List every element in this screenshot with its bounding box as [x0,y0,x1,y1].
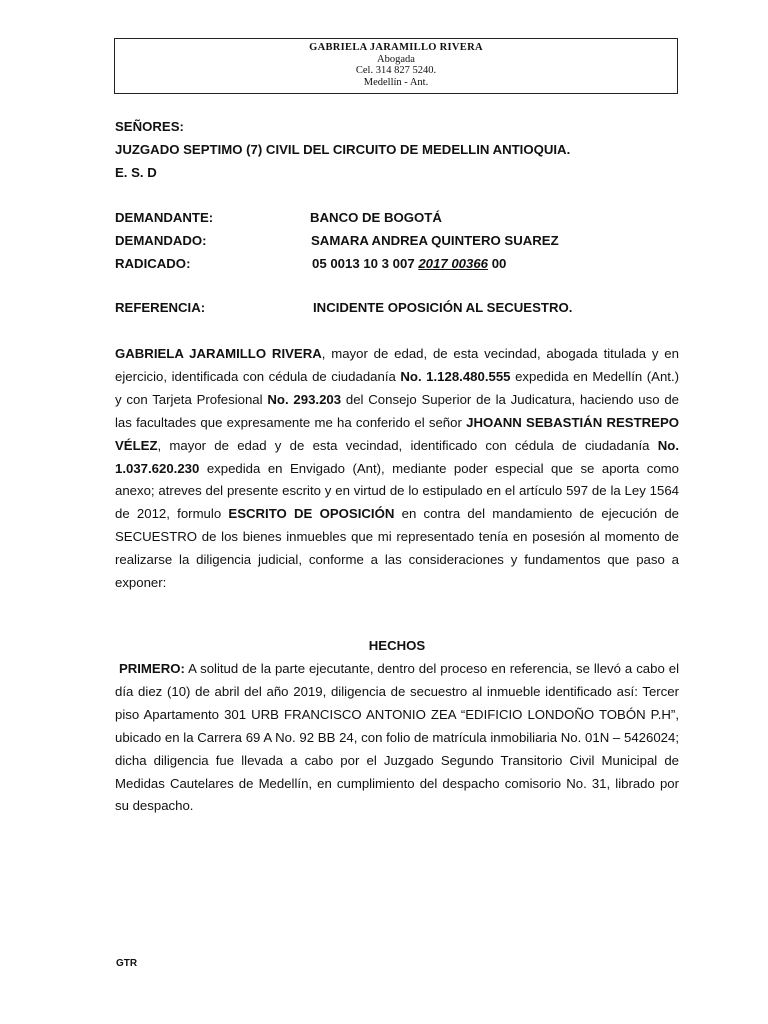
plaintiff-row [115,210,442,225]
paragraph-text: del Consejo Superior de la Judicatura, haciendo uso de las facultades que expresamente me ha conferido el señor [115,391,679,430]
primero-lead: PRIMERO: [118,661,185,676]
paragraph-text: , mayor de edad, de esta vecindad, abogada titulada y en ejercicio, identificada con cédula de ciudadanía [115,346,679,384]
letterhead-title: Abogada [377,53,415,65]
filed-suffix: 00 [488,256,507,271]
reference-row [115,300,573,315]
reference-value: INCIDENTE OPOSICIÓN AL SECUESTRO. [313,300,573,315]
paragraph-text: , mayor de edad y de esta vecindad, identificado con cédula de ciudadanía [157,437,658,453]
author-name: GABRIELA JARAMILLO RIVERA [115,346,322,361]
paragraph-primero [115,658,679,818]
client-name: JHOANN SEBASTIÁN RESTREPO VÉLEZ [115,414,679,453]
filed-underlined: 2017 00366 [418,256,489,271]
address-line-senores: SEÑORES: [115,119,184,134]
section-title-hechos: HECHOS [368,638,426,653]
defendant-row [115,233,559,248]
filed-prefix: 05 0013 10 3 007 [312,256,419,271]
author-id-number: No. 1.128.480.555 [400,368,511,384]
primero-text: A solitud de la parte ejecutante, dentro del proceso en referencia, se llevó a cabo el día diez (10) de abril del año 2019, diligencia de secuestro al inmueble identificado así: Tercer piso Apartamento 301 URB FRANCISCO ANTONIO ZEA “EDIFICIO LONDOÑO TOBÓN P.H”, ubicado en la Carrera 69 A No. 92 BB 24, con folio de matrícula inmobiliaria No. 01N – 5426024; dicha diligencia fue llevada a cabo por el Juzgado Segundo Transitorio Civil Municipal de Medidas Cautelares de Medellín, en cumplimiento del despacho comisorio No. 31, librado por su despacho. [115,661,679,814]
plaintiff-label: DEMANDANTE: [115,210,214,225]
paragraph-intro [115,343,679,595]
defendant-label: DEMANDADO: [115,233,207,248]
letterhead-city: Medellín - Ant. [363,76,429,88]
plaintiff-value: BANCO DE BOGOTÁ [310,210,442,225]
paragraph-text: expedida en Medellín (Ant.) y con Tarjeta Profesional [115,368,679,407]
paragraph-text: en contra del mandamiento de ejecución de SECUESTRO de los bienes inmuebles que mi representado tenía en posesión al momento de realizarse la diligencia judicial, conforme a las consideraciones y fundamentos que paso a exponer: [115,506,680,591]
reference-label: REFERENCIA: [115,300,206,315]
letterhead-name: GABRIELA JARAMILLO RIVERA [309,42,483,53]
filed-label: RADICADO: [115,256,191,271]
paragraph-text: expedida en Envigado (Ant), mediante poder especial que se aporta como anexo; atreves del presente escrito y en virtud de lo estipulado en el artículo 597 de la Ley 1564 de 2012, formulo [115,460,679,522]
filed-row [115,256,507,271]
address-line-court: JUZGADO SEPTIMO (7) CIVIL DEL CIRCUITO DE MEDELLIN ANTIOQUIA. [115,142,571,157]
footer-initials: GTR [116,958,138,969]
address-line-esd: E. S. D [115,165,157,180]
letterhead [114,38,678,94]
professional-card-number: No. 293.203 [267,391,342,407]
client-id-number: No. 1.037.620.230 [115,437,679,476]
document-type: ESCRITO DE OPOSICIÓN [228,506,395,522]
filed-value [312,256,506,271]
defendant-value: SAMARA ANDREA QUINTERO SUAREZ [311,233,559,248]
letterhead-phone: Cel. 314 827 5240. [355,65,437,76]
